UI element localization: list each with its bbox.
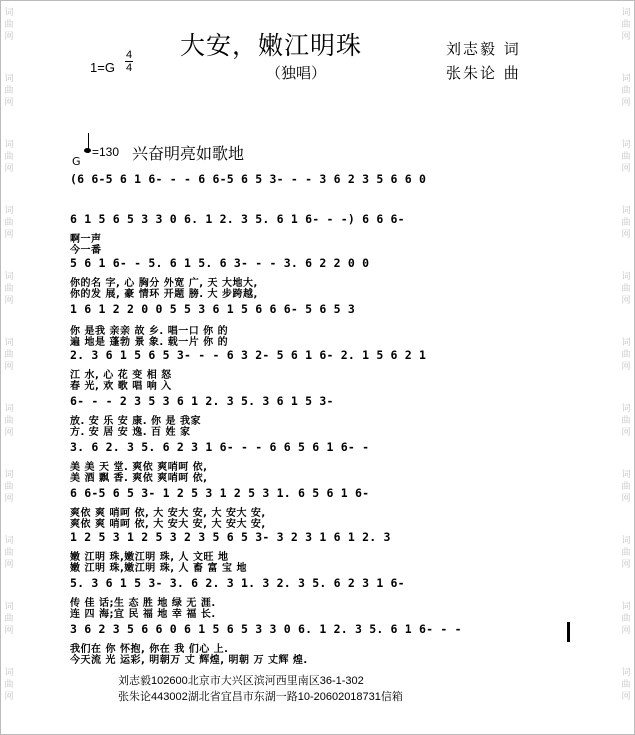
watermark-char: 网 <box>621 98 631 108</box>
score-notes-line: 5 6 1 6- - 5. 6 1 5. 6 3- - - 3. 6 2 2 0 0 <box>70 256 370 270</box>
score-lyric-line: 爽依 爽 哨呵 依, 大 安大 安, 大 安大 安, <box>70 508 266 519</box>
score-lyric-line: 春 光, 欢 歌 唱 响 入 <box>70 381 172 392</box>
score-lyric-line: 你 是我 亲亲 故 乡. 唱一口 你 的 <box>70 326 229 337</box>
watermark-char: 网 <box>4 164 14 174</box>
score-lyric-line: 今一番 <box>70 245 102 256</box>
watermark-char: 网 <box>621 428 631 438</box>
watermark-char: 词 <box>4 74 14 84</box>
watermark-char: 网 <box>4 692 14 702</box>
watermark-char: 曲 <box>621 482 631 492</box>
watermark-char: 网 <box>621 164 631 174</box>
watermark-char: 曲 <box>4 482 14 492</box>
tempo-expression: 兴奋明亮如歌地 <box>132 144 245 163</box>
time-signature-denominator: 4 <box>125 62 133 74</box>
score-lyric-line: 嫩 江明 珠,嫩江明 珠, 人 畜 富 宝 地 <box>70 563 247 574</box>
watermark-char: 网 <box>621 560 631 570</box>
watermark-char: 曲 <box>4 350 14 360</box>
time-signature <box>125 49 133 74</box>
watermark-char: 词 <box>621 8 631 18</box>
score-notes-line: 1 2 5 3 1 2 5 3 2 3 5 6 5 3- 3 2 3 1 6 1 2. 3 <box>70 530 391 544</box>
watermark-char: 曲 <box>4 614 14 624</box>
watermark-char: 曲 <box>621 680 631 690</box>
score-lyric-line: 嫩 江明 珠,嫩江明 珠, 人 文旺 地 <box>70 552 229 563</box>
score-notes-line: 3. 6 2. 3 5. 6 2 3 1 6- - - 6 6 5 6 1 6- - <box>70 440 370 454</box>
watermark-char: 词 <box>621 404 631 414</box>
watermark-char: 曲 <box>4 416 14 426</box>
watermark-char: 词 <box>4 668 14 678</box>
watermark-char: 网 <box>621 296 631 306</box>
score-notes-line: (6 6-5 6 1 6- - - 6 6-5 6 5 3- - - 3 6 2 3 5 6 6 0 <box>70 172 427 186</box>
watermark-char: 词 <box>621 206 631 216</box>
watermark-char: 曲 <box>4 20 14 30</box>
watermark-char: 曲 <box>621 20 631 30</box>
watermark-char: 网 <box>4 626 14 636</box>
lyricist: 刘志毅 词 <box>446 40 521 58</box>
watermark-char: 词 <box>621 536 631 546</box>
score-lyric-line: 遍 地是 蓬勃 景 象. 载一片 你 的 <box>70 337 229 348</box>
watermark-char: 曲 <box>621 416 631 426</box>
score-lyric-line: 放. 安 乐 安 康. 你 是 我家 <box>70 416 201 427</box>
watermark-char: 网 <box>4 560 14 570</box>
score-lyric-line: 今天流 光 运彩, 明朝万 丈 辉煌, 明朝 万 丈辉 煌. <box>70 655 308 666</box>
watermark-char: 网 <box>4 32 14 42</box>
watermark-char: 网 <box>4 362 14 372</box>
score-notes-line: 3 6 2 3 5 6 6 0 6 1 5 6 5 3 3 0 6. 1 2. 3 5. 6 1 6- - - <box>70 622 462 636</box>
watermark-char: 曲 <box>621 350 631 360</box>
song-title: 大安，嫩江明珠 <box>180 31 363 60</box>
watermark-char: 词 <box>4 470 14 480</box>
watermark-char: 曲 <box>4 548 14 558</box>
footer-address-lyricist: 刘志毅102600北京市大兴区滨河西里南区36-1-302 <box>118 675 364 687</box>
watermark-char: 词 <box>621 272 631 282</box>
score-lyric-line: 美 美 天 堂. 爽依 爽哨呵 依, <box>70 462 208 473</box>
score-lyric-line: 江 水, 心 花 变 相 怒 <box>70 370 172 381</box>
score-notes-line: 6 1 5 6 5 3 3 0 6. 1 2. 3 5. 6 1 6- - -) 6 6 6- <box>70 212 405 226</box>
watermark-char: 词 <box>621 668 631 678</box>
watermark-char: 词 <box>621 602 631 612</box>
song-subtitle: （独唱） <box>266 64 327 82</box>
watermark-char: 曲 <box>4 152 14 162</box>
score-notes-line: 1 6 1 2 2 0 0 5 5 3 6 1 5 6 6 6- 5 6 5 3 <box>70 302 355 316</box>
score-lyric-line: 你的发 展, 豪 情环 开题 膀. 大 步跨越, <box>70 289 258 300</box>
watermark-char: 曲 <box>4 284 14 294</box>
watermark-char: 网 <box>4 230 14 240</box>
watermark-char: 网 <box>621 362 631 372</box>
footer-address-composer: 张朱论443002湖北省宜昌市东湖一路10-20602018731信箱 <box>118 691 403 703</box>
score-lyric-line: 啊一声 <box>70 234 102 245</box>
tempo-note-icon <box>84 148 91 153</box>
watermark-char: 曲 <box>621 86 631 96</box>
watermark-char: 词 <box>4 602 14 612</box>
watermark-char: 词 <box>621 140 631 150</box>
score-lyric-line: 爽依 爽 哨呵 依, 大 安大 安, 大 安大 安, <box>70 519 266 530</box>
watermark-char: 曲 <box>621 152 631 162</box>
watermark-char: 网 <box>4 428 14 438</box>
watermark-char: 曲 <box>621 218 631 228</box>
watermark-char: 曲 <box>4 680 14 690</box>
composer: 张朱论 曲 <box>446 64 521 82</box>
watermark-char: 词 <box>621 470 631 480</box>
tempo-bpm: =130 <box>92 145 120 159</box>
watermark-char: 词 <box>4 8 14 18</box>
score-lyric-line: 我们在 你 怀抱, 你在 我 们心 上. <box>70 644 229 655</box>
watermark-char: 词 <box>4 536 14 546</box>
watermark-char: 曲 <box>621 614 631 624</box>
score-lyric-line: 方. 安 居 安 逸. 百 姓 家 <box>70 427 191 438</box>
time-signature-numerator: 4 <box>125 49 133 61</box>
watermark-char: 词 <box>4 338 14 348</box>
score-notes-line: 6- - - 2 3 5 3 6 1 2. 3 5. 3 6 1 5 3- <box>70 394 334 408</box>
watermark-char: 词 <box>4 206 14 216</box>
watermark-char: 网 <box>621 32 631 42</box>
watermark-char: 曲 <box>4 86 14 96</box>
score-lyric-line: 连 四 海;宜 民 福 地 幸 福 长. <box>70 609 216 620</box>
score-lyric-line: 美 酒 飘 香. 爽依 爽哨呵 依, <box>70 473 208 484</box>
watermark-char: 曲 <box>621 284 631 294</box>
clef-label: G <box>72 155 81 168</box>
watermark-char: 网 <box>621 494 631 504</box>
watermark-char: 网 <box>621 692 631 702</box>
watermark-char: 词 <box>4 140 14 150</box>
watermark-char: 网 <box>4 98 14 108</box>
watermark-char: 曲 <box>4 218 14 228</box>
score-lyric-line: 传 佳 话;生 态 胜 地 绿 无 涯. <box>70 598 216 609</box>
final-barline <box>567 622 570 642</box>
watermark-char: 网 <box>4 296 14 306</box>
watermark-char: 网 <box>621 626 631 636</box>
watermark-char: 网 <box>4 494 14 504</box>
score-notes-line: 2. 3 6 1 5 6 5 3- - - 6 3 2- 5 6 1 6- 2. 1 5 6 2 1 <box>70 348 427 362</box>
score-notes-line: 6 6-5 6 5 3- 1 2 5 3 1 2 5 3 1. 6 5 6 1 6- <box>70 486 370 500</box>
key-signature: 1=G <box>90 60 115 75</box>
score-notes-line: 5. 3 6 1 5 3- 3. 6 2. 3 1. 3 2. 3 5. 6 2 3 1 6- <box>70 576 405 590</box>
score-lyric-line: 你的名 字, 心 胸分 外宽 广, 天 大地大, <box>70 278 258 289</box>
watermark-char: 词 <box>621 74 631 84</box>
watermark-char: 曲 <box>621 548 631 558</box>
watermark-char: 网 <box>621 230 631 240</box>
watermark-char: 词 <box>4 272 14 282</box>
watermark-char: 词 <box>4 404 14 414</box>
watermark-char: 词 <box>621 338 631 348</box>
